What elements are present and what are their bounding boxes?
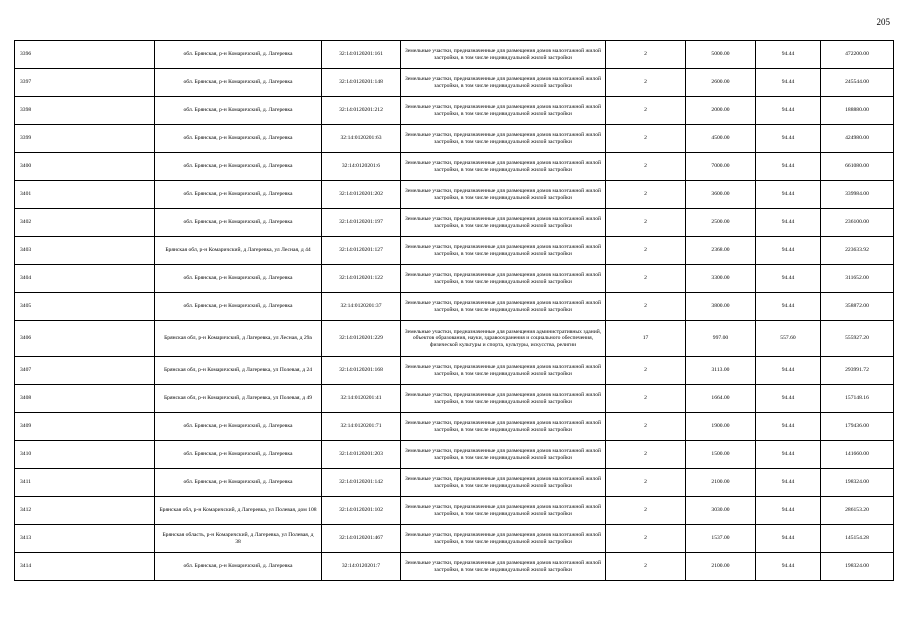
address-cell: обл. Брянская, р-н Комаричский, д. Лагеревка bbox=[155, 181, 322, 209]
area-cell: 2100.00 bbox=[686, 553, 756, 581]
cadastral-number-cell: 32:14:0120201:7 bbox=[322, 553, 401, 581]
land-use-cell: Земельные участки, предназначенные для размещения домов малоэтажной жилой застройки, в том числе индивидуальной жилой застройки bbox=[401, 125, 606, 153]
specific-value-cell: 557.60 bbox=[756, 321, 821, 357]
land-use-cell: Земельные участки, предназначенные для размещения домов малоэтажной жилой застройки, в том числе индивидуальной жилой застройки bbox=[401, 237, 606, 265]
table-row bbox=[15, 293, 894, 321]
address-cell: обл. Брянская, р-н Комаричский, д. Лагеревка bbox=[155, 97, 322, 125]
address-cell: обл. Брянская, р-н Комаричский, д. Лагеревка bbox=[155, 125, 322, 153]
cadastral-value-cell: 293991.72 bbox=[821, 357, 894, 385]
land-use-cell: Земельные участки, предназначенные для размещения домов малоэтажной жилой застройки, в том числе индивидуальной жилой застройки bbox=[401, 209, 606, 237]
land-use-cell: Земельные участки, предназначенные для размещения административных зданий, объектов образования, науки, здравоохранения и социального обеспечения, физической культуры и спорта, культуры, искусства, религии bbox=[401, 321, 606, 357]
cadastral-number-cell: 32:14:0120201:122 bbox=[322, 265, 401, 293]
specific-value-cell: 94.44 bbox=[756, 469, 821, 497]
land-use-cell: Земельные участки, предназначенные для размещения домов малоэтажной жилой застройки, в том числе индивидуальной жилой застройки bbox=[401, 181, 606, 209]
area-cell: 3030.00 bbox=[686, 497, 756, 525]
table-row bbox=[15, 497, 894, 525]
cadastral-value-cell: 157148.16 bbox=[821, 385, 894, 413]
row-number: 3406 bbox=[15, 321, 155, 357]
table-row bbox=[15, 385, 894, 413]
cadastral-number-cell: 32:14:0120201:102 bbox=[322, 497, 401, 525]
group-cell: 2 bbox=[606, 265, 686, 293]
land-use-cell: Земельные участки, предназначенные для размещения домов малоэтажной жилой застройки, в том числе индивидуальной жилой застройки bbox=[401, 441, 606, 469]
cadastral-value-cell: 141660.00 bbox=[821, 441, 894, 469]
cadastral-number-cell: 32:14:0120201:142 bbox=[322, 469, 401, 497]
row-number: 3399 bbox=[15, 125, 155, 153]
cadastral-number-cell: 32:14:0120201:203 bbox=[322, 441, 401, 469]
table-row bbox=[15, 553, 894, 581]
cadastral-number-cell: 32:14:0120201:212 bbox=[322, 97, 401, 125]
row-number: 3397 bbox=[15, 69, 155, 97]
cadastral-value-cell: 424980.00 bbox=[821, 125, 894, 153]
table-row bbox=[15, 209, 894, 237]
land-use-cell: Земельные участки, предназначенные для размещения домов малоэтажной жилой застройки, в том числе индивидуальной жилой застройки bbox=[401, 469, 606, 497]
cadastral-value-cell: 188880.00 bbox=[821, 97, 894, 125]
area-cell: 1664.00 bbox=[686, 385, 756, 413]
land-use-cell: Земельные участки, предназначенные для размещения домов малоэтажной жилой застройки, в том числе индивидуальной жилой застройки bbox=[401, 413, 606, 441]
group-cell: 2 bbox=[606, 293, 686, 321]
cadastral-number-cell: 32:14:0120201:37 bbox=[322, 293, 401, 321]
cadastral-number-cell: 32:14:0120201:41 bbox=[322, 385, 401, 413]
specific-value-cell: 94.44 bbox=[756, 441, 821, 469]
address-cell: обл. Брянская, р-н Комаричский, д. Лагеревка bbox=[155, 41, 322, 69]
address-cell: Брянская обл, р-н Комаричский, д Лагеревка, ул Полевая, д 49 bbox=[155, 385, 322, 413]
cadastral-value-cell: 661080.00 bbox=[821, 153, 894, 181]
specific-value-cell: 94.44 bbox=[756, 209, 821, 237]
address-cell: Брянская обл, р-н Комаричский, д Лагеревка, ул Лесная, д 44 bbox=[155, 237, 322, 265]
cadastral-value-table bbox=[14, 40, 894, 581]
specific-value-cell: 94.44 bbox=[756, 97, 821, 125]
row-number: 3407 bbox=[15, 357, 155, 385]
area-cell: 7000.00 bbox=[686, 153, 756, 181]
group-cell: 2 bbox=[606, 125, 686, 153]
table-row bbox=[15, 441, 894, 469]
specific-value-cell: 94.44 bbox=[756, 265, 821, 293]
cadastral-value-cell: 555927.20 bbox=[821, 321, 894, 357]
area-cell: 2100.00 bbox=[686, 469, 756, 497]
table-row bbox=[15, 237, 894, 265]
row-number: 3410 bbox=[15, 441, 155, 469]
cadastral-value-cell: 145154.28 bbox=[821, 525, 894, 553]
group-cell: 2 bbox=[606, 357, 686, 385]
land-use-cell: Земельные участки, предназначенные для размещения домов малоэтажной жилой застройки, в том числе индивидуальной жилой застройки bbox=[401, 41, 606, 69]
group-cell: 2 bbox=[606, 525, 686, 553]
address-cell: Брянская обл, р-н Комаричский, д Лагеревка, ул Полевая, дом 108 bbox=[155, 497, 322, 525]
cadastral-number-cell: 32:14:0120201:6 bbox=[322, 153, 401, 181]
table-row bbox=[15, 181, 894, 209]
land-use-cell: Земельные участки, предназначенные для размещения домов малоэтажной жилой застройки, в том числе индивидуальной жилой застройки bbox=[401, 385, 606, 413]
address-cell: Брянская область, р-н Комаричский, д Лагеревка, ул Полевая, д 38 bbox=[155, 525, 322, 553]
row-number: 3414 bbox=[15, 553, 155, 581]
area-cell: 2600.00 bbox=[686, 69, 756, 97]
row-number: 3401 bbox=[15, 181, 155, 209]
group-cell: 17 bbox=[606, 321, 686, 357]
address-cell: обл. Брянская, р-н Комаричский, д. Лагеревка bbox=[155, 441, 322, 469]
land-use-cell: Земельные участки, предназначенные для размещения домов малоэтажной жилой застройки, в том числе индивидуальной жилой застройки bbox=[401, 497, 606, 525]
area-cell: 2368.00 bbox=[686, 237, 756, 265]
group-cell: 2 bbox=[606, 153, 686, 181]
group-cell: 2 bbox=[606, 385, 686, 413]
table-row bbox=[15, 41, 894, 69]
address-cell: обл. Брянская, р-н Комаричский, д. Лагеревка bbox=[155, 265, 322, 293]
area-cell: 997.00 bbox=[686, 321, 756, 357]
cadastral-number-cell: 32:14:0120201:229 bbox=[322, 321, 401, 357]
table-row bbox=[15, 153, 894, 181]
cadastral-number-cell: 32:14:0120201:148 bbox=[322, 69, 401, 97]
table-row bbox=[15, 265, 894, 293]
area-cell: 2500.00 bbox=[686, 209, 756, 237]
area-cell: 3600.00 bbox=[686, 181, 756, 209]
specific-value-cell: 94.44 bbox=[756, 293, 821, 321]
row-number: 3413 bbox=[15, 525, 155, 553]
cadastral-value-cell: 472200.00 bbox=[821, 41, 894, 69]
group-cell: 2 bbox=[606, 553, 686, 581]
specific-value-cell: 94.44 bbox=[756, 553, 821, 581]
address-cell: Брянская обл, р-н Комаричский, д Лагеревка, ул Полевая, д 24 bbox=[155, 357, 322, 385]
cadastral-value-cell: 179436.00 bbox=[821, 413, 894, 441]
cadastral-value-cell: 245544.00 bbox=[821, 69, 894, 97]
row-number: 3402 bbox=[15, 209, 155, 237]
area-cell: 3113.00 bbox=[686, 357, 756, 385]
address-cell: обл. Брянская, р-н Комаричский, д. Лагеревка bbox=[155, 293, 322, 321]
table-row bbox=[15, 413, 894, 441]
land-use-cell: Земельные участки, предназначенные для размещения домов малоэтажной жилой застройки, в том числе индивидуальной жилой застройки bbox=[401, 293, 606, 321]
group-cell: 2 bbox=[606, 41, 686, 69]
cadastral-value-cell: 311652.00 bbox=[821, 265, 894, 293]
cadastral-number-cell: 32:14:0120201:197 bbox=[322, 209, 401, 237]
specific-value-cell: 94.44 bbox=[756, 237, 821, 265]
group-cell: 2 bbox=[606, 69, 686, 97]
table-row bbox=[15, 69, 894, 97]
specific-value-cell: 94.44 bbox=[756, 153, 821, 181]
table-row bbox=[15, 125, 894, 153]
row-number: 3411 bbox=[15, 469, 155, 497]
row-number: 3396 bbox=[15, 41, 155, 69]
land-use-cell: Земельные участки, предназначенные для размещения домов малоэтажной жилой застройки, в том числе индивидуальной жилой застройки bbox=[401, 553, 606, 581]
specific-value-cell: 94.44 bbox=[756, 181, 821, 209]
cadastral-value-cell: 339984.00 bbox=[821, 181, 894, 209]
cadastral-value-cell: 358872.00 bbox=[821, 293, 894, 321]
specific-value-cell: 94.44 bbox=[756, 385, 821, 413]
row-number: 3409 bbox=[15, 413, 155, 441]
area-cell: 5000.00 bbox=[686, 41, 756, 69]
group-cell: 2 bbox=[606, 181, 686, 209]
specific-value-cell: 94.44 bbox=[756, 357, 821, 385]
table-row bbox=[15, 321, 894, 357]
address-cell: обл. Брянская, р-н Комаричский, д. Лагеревка bbox=[155, 153, 322, 181]
cadastral-number-cell: 32:14:0120201:161 bbox=[322, 41, 401, 69]
cadastral-number-cell: 32:14:0120201:168 bbox=[322, 357, 401, 385]
address-cell: обл. Брянская, р-н Комаричский, д. Лагеревка bbox=[155, 69, 322, 97]
specific-value-cell: 94.44 bbox=[756, 69, 821, 97]
row-number: 3405 bbox=[15, 293, 155, 321]
area-cell: 3800.00 bbox=[686, 293, 756, 321]
group-cell: 2 bbox=[606, 97, 686, 125]
area-cell: 1900.00 bbox=[686, 413, 756, 441]
land-use-cell: Земельные участки, предназначенные для размещения домов малоэтажной жилой застройки, в том числе индивидуальной жилой застройки bbox=[401, 69, 606, 97]
specific-value-cell: 94.44 bbox=[756, 525, 821, 553]
page-number: 205 bbox=[876, 17, 890, 27]
table-body bbox=[15, 41, 894, 581]
cadastral-number-cell: 32:14:0120201:127 bbox=[322, 237, 401, 265]
specific-value-cell: 94.44 bbox=[756, 413, 821, 441]
group-cell: 2 bbox=[606, 237, 686, 265]
row-number: 3412 bbox=[15, 497, 155, 525]
address-cell: обл. Брянская, р-н Комаричский, д. Лагеревка bbox=[155, 413, 322, 441]
specific-value-cell: 94.44 bbox=[756, 41, 821, 69]
land-use-cell: Земельные участки, предназначенные для размещения домов малоэтажной жилой застройки, в том числе индивидуальной жилой застройки bbox=[401, 265, 606, 293]
cadastral-number-cell: 32:14:0120201:71 bbox=[322, 413, 401, 441]
group-cell: 2 bbox=[606, 413, 686, 441]
area-cell: 4500.00 bbox=[686, 125, 756, 153]
address-cell: обл. Брянская, р-н Комаричский, д. Лагеревка bbox=[155, 469, 322, 497]
table-row bbox=[15, 469, 894, 497]
area-cell: 3300.00 bbox=[686, 265, 756, 293]
specific-value-cell: 94.44 bbox=[756, 125, 821, 153]
table-row bbox=[15, 357, 894, 385]
land-use-cell: Земельные участки, предназначенные для размещения домов малоэтажной жилой застройки, в том числе индивидуальной жилой застройки bbox=[401, 357, 606, 385]
cadastral-value-cell: 198324.00 bbox=[821, 469, 894, 497]
cadastral-number-cell: 32:14:0120201:467 bbox=[322, 525, 401, 553]
land-use-cell: Земельные участки, предназначенные для размещения домов малоэтажной жилой застройки, в том числе индивидуальной жилой застройки bbox=[401, 97, 606, 125]
row-number: 3400 bbox=[15, 153, 155, 181]
group-cell: 2 bbox=[606, 497, 686, 525]
cadastral-number-cell: 32:14:0120201:63 bbox=[322, 125, 401, 153]
address-cell: обл. Брянская, р-н Комаричский, д. Лагеревка bbox=[155, 209, 322, 237]
address-cell: Брянская обл, р-н Комаричский, д Лагеревка, ул Лесная, д 29а bbox=[155, 321, 322, 357]
group-cell: 2 bbox=[606, 441, 686, 469]
row-number: 3408 bbox=[15, 385, 155, 413]
row-number: 3404 bbox=[15, 265, 155, 293]
area-cell: 1500.00 bbox=[686, 441, 756, 469]
specific-value-cell: 94.44 bbox=[756, 497, 821, 525]
cadastral-value-cell: 236100.00 bbox=[821, 209, 894, 237]
land-use-cell: Земельные участки, предназначенные для размещения домов малоэтажной жилой застройки, в том числе индивидуальной жилой застройки bbox=[401, 525, 606, 553]
row-number: 3398 bbox=[15, 97, 155, 125]
table-row bbox=[15, 97, 894, 125]
cadastral-value-cell: 223633.92 bbox=[821, 237, 894, 265]
land-use-cell: Земельные участки, предназначенные для размещения домов малоэтажной жилой застройки, в том числе индивидуальной жилой застройки bbox=[401, 153, 606, 181]
area-cell: 2000.00 bbox=[686, 97, 756, 125]
row-number: 3403 bbox=[15, 237, 155, 265]
group-cell: 2 bbox=[606, 209, 686, 237]
table-row bbox=[15, 525, 894, 553]
address-cell: обл. Брянская, р-н Комаричский, д. Лагеревка bbox=[155, 553, 322, 581]
cadastral-number-cell: 32:14:0120201:202 bbox=[322, 181, 401, 209]
area-cell: 1537.00 bbox=[686, 525, 756, 553]
group-cell: 2 bbox=[606, 469, 686, 497]
cadastral-value-cell: 198324.00 bbox=[821, 553, 894, 581]
cadastral-value-cell: 286153.20 bbox=[821, 497, 894, 525]
